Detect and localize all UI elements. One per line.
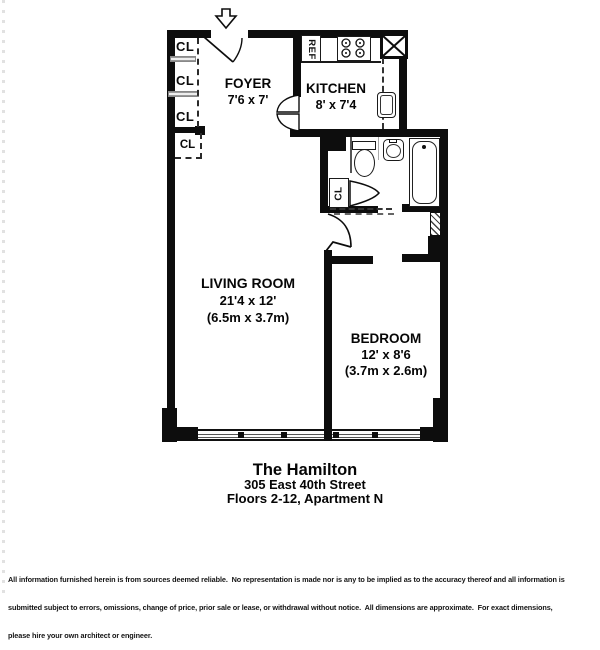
kitchen-counter-edge <box>301 61 381 63</box>
hall-closet <box>329 178 349 208</box>
building-floors: Floors 2-12, Apartment N <box>226 491 384 506</box>
faucet-icon <box>389 139 397 143</box>
window-mullion <box>372 432 378 438</box>
living-dims: 21'4 x 12' <box>219 293 277 308</box>
bedroom-dims-metric: (3.7m x 2.6m) <box>344 363 428 378</box>
closet-door-dashed-line <box>197 38 199 127</box>
stove-fixture <box>337 36 371 61</box>
hall-closet-label: CL <box>333 185 345 201</box>
closet-label-1: CL <box>176 39 195 54</box>
room-bedroom <box>328 330 444 379</box>
closet-shelf <box>170 56 196 62</box>
bathroom-door-swing <box>350 181 379 206</box>
room-kitchen <box>294 80 378 113</box>
kitchen-name: KITCHEN <box>306 81 366 96</box>
tub-faucet-icon <box>422 145 426 149</box>
refrigerator-fixture <box>301 35 321 63</box>
foyer-dims: 7'6 x 7' <box>227 93 269 107</box>
disclaimer <box>8 556 598 650</box>
hatched-door <box>430 212 441 236</box>
living-name: LIVING ROOM <box>200 275 296 291</box>
foyer-name: FOYER <box>224 76 272 91</box>
room-foyer <box>200 75 296 108</box>
window-mullion <box>281 432 287 438</box>
wall-kitchen-bath-top <box>290 129 448 137</box>
wall-hall-left <box>320 137 328 213</box>
closet-label-2: CL <box>176 73 195 88</box>
entry-arrow-icon <box>216 9 236 28</box>
closet-label-3: CL <box>176 109 195 124</box>
closet-label-4: CL <box>179 139 196 151</box>
window-band <box>198 429 425 441</box>
bedroom-name: BEDROOM <box>350 331 422 346</box>
building-address: 305 East 40th Street <box>244 477 366 492</box>
window-mullion <box>238 432 244 438</box>
living-dims-metric: (6.5m x 3.7m) <box>206 310 290 325</box>
shaft-x-icon <box>380 33 408 59</box>
kitchen-dims: 8' x 7'4 <box>315 98 357 112</box>
wall-kitchen-right <box>399 56 407 133</box>
wall-right-chunk <box>428 236 440 256</box>
bedroom-dims: 12' x 8'6 <box>361 347 411 362</box>
wall-corner-right-h <box>420 427 448 441</box>
room-living <box>184 275 312 326</box>
window-mullion <box>333 432 339 438</box>
title-block <box>10 462 600 506</box>
wall-left <box>167 30 175 430</box>
disclaimer-line: submitted subject to errors, omissions, change of price, prior sale or lease, or withdrawal without notice. All dimensions are approximate. For exact dimensions, <box>8 603 553 613</box>
wall-bedroom-top-left <box>331 256 373 264</box>
livingroom-door-swing <box>326 214 351 251</box>
kitchen-sink-fixture <box>377 92 396 118</box>
opening-dashed-line <box>334 213 394 215</box>
wall-right <box>440 129 448 442</box>
wall-corner-left-h <box>162 427 198 441</box>
bathtub-fixture <box>409 138 440 207</box>
closet-shelf <box>168 91 199 97</box>
toilet-fixture <box>354 149 375 177</box>
wall-bath-stub <box>328 133 346 151</box>
scan-edge-artifact <box>2 0 5 596</box>
disclaimer-line: All information furnished herein is from sources deemed reliable. No representation is made nor is any to be implied as to the accuracy thereof and all information is <box>8 574 565 584</box>
entry-door-swing <box>204 37 242 62</box>
closet-4 <box>175 133 202 159</box>
disclaimer-line: please hire your own architect or engineer. <box>8 631 153 641</box>
bathroom-partition-line <box>378 137 379 160</box>
refrigerator-label: REF <box>305 38 317 60</box>
opening-dashed-line <box>330 208 392 210</box>
building-name: The Hamilton <box>252 461 358 479</box>
